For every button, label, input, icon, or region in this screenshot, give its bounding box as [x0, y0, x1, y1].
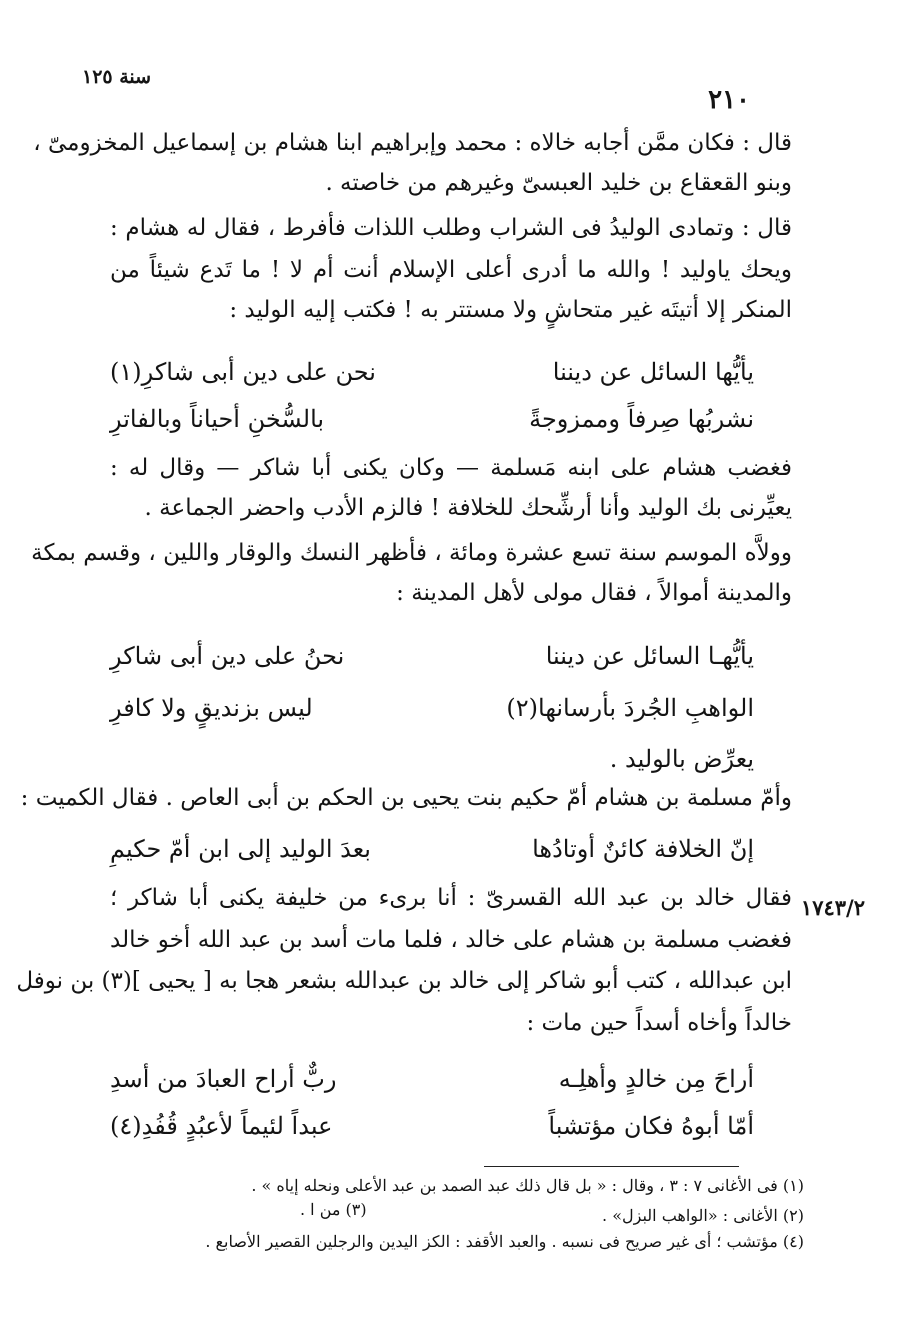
text-line: فقال خالد بن عبد الله القسرىّ : أنا برىء من خليفة يكنى أبا شاكر ؛: [110, 885, 792, 911]
footnote: (١) فى الأغانى ٧ : ٣ ، وقال : « بل قال ذلك عبد الصمد بن عبد الأعلى ونحله إياه » .: [251, 1176, 804, 1195]
verse-line: [110, 642, 754, 670]
footnote: (٣) من ا .: [300, 1200, 367, 1219]
footnote: (٤) مؤتشب ؛ أى غير صريح فى نسبه . والعبد الأقفد : الكز اليدين والرجلين القصير الأصابع .: [205, 1232, 804, 1251]
verse-hemistich: يأيُّها السائل عن ديننا: [552, 358, 754, 386]
verse-hemistich: ليس بزنديقٍ ولا كافرِ: [110, 694, 313, 722]
text-line: قال : فكان ممَّن أجابه خالاه : محمد وإبراهيم ابنا هشام بن إسماعيل المخزومىّ ،: [33, 130, 792, 156]
verse-hemistich: نشربُها صِرفاً وممزوجةً: [529, 405, 754, 433]
footnote: (٢) الأغانى : «الواهب البزل» .: [602, 1206, 804, 1225]
text-line: فغضب مسلمة بن هشام على خالد ، فلما مات أسد بن عبد الله أخو خالد: [110, 927, 792, 953]
margin-reference: ١٧٤٣/٢: [800, 895, 865, 920]
verse-hemistich: عبداً لئيماً لأعبُدٍ قُفُدِ(٤): [110, 1112, 333, 1140]
verse-line: [110, 694, 754, 722]
text-line: وبنو القعقاع بن خليد العبسىّ وغيرهم من خاصته .: [325, 170, 792, 196]
text-line: والمدينة أموالاً ، فقال مولى لأهل المدينة :: [396, 580, 792, 606]
text-line: وأمّ مسلمة بن هشام أمّ حكيم بنت يحيى بن الحكم بن أبى العاص . فقال الكميت :: [20, 785, 792, 811]
running-head-year: سنة ١٢٥: [82, 66, 152, 88]
text-line: يعيِّرنى بك الوليد وأنا أرشِّحك للخلافة ! فالزم الأدب واحضر الجماعة .: [144, 495, 792, 521]
verse-hemistich: يأيُّهـا السائل عن ديننا: [545, 642, 754, 670]
verse-hemistich: نحن على دين أبى شاكرِ(١): [110, 358, 376, 386]
text-line: يعرِّض بالوليد .: [609, 745, 754, 773]
verse-line: [110, 835, 754, 863]
verse-hemistich: أراحَ مِن خالدٍ وأهلِـه: [558, 1065, 754, 1093]
text-line: المنكر إلا أتيتَه غير متحاشٍ ولا مستتر به ! فكتب إليه الوليد :: [229, 297, 792, 323]
verse-hemistich: ربٌّ أراح العبادَ من أسدِ: [110, 1065, 337, 1093]
verse-hemistich: بعدَ الوليد إلى ابن أمّ حكيمِ: [110, 835, 371, 863]
verse-line: [110, 405, 754, 433]
text-line: ويحك ياوليد ! والله ما أدرى أعلى الإسلام أنت أم لا ! ما تَدع شيئاً من: [110, 257, 792, 283]
verse-hemistich: إنّ الخلافة كائنٌ أوتادُها: [532, 835, 754, 863]
footnote-divider: [484, 1166, 739, 1167]
text-line: وولاَّه الموسم سنة تسع عشرة ومائة ، فأظهر النسك والوقار واللين ، وقسم بمكة: [31, 540, 792, 566]
verse-line: [110, 1065, 754, 1093]
verse-line: [110, 1112, 754, 1140]
verse-hemistich: بالسُّخنِ أحياناً وبالفاترِ: [110, 405, 325, 433]
text-line: فغضب هشام على ابنه مَسلمة — وكان يكنى أبا شاكر — وقال له :: [110, 455, 792, 481]
text-line: خالداً وأخاه أسداً حين مات :: [526, 1010, 792, 1036]
verse-line: [110, 358, 754, 386]
text-line: قال : وتمادى الوليدُ فى الشراب وطلب اللذات فأفرط ، فقال له هشام :: [110, 215, 792, 241]
page-number: ٢١٠: [708, 85, 750, 115]
text-line: ابن عبدالله ، كتب أبو شاكر إلى خالد بن عبدالله بشعر هجا به [ يحيى ](٣) بن نوفل: [16, 968, 792, 994]
verse-hemistich: أمّا أبوهُ فكان مؤتشباً: [548, 1112, 754, 1140]
verse-hemistich: الواهبِ الجُردَ بأرسانها(٢): [506, 694, 754, 722]
verse-hemistich: نحنُ على دين أبى شاكرِ: [110, 642, 345, 670]
